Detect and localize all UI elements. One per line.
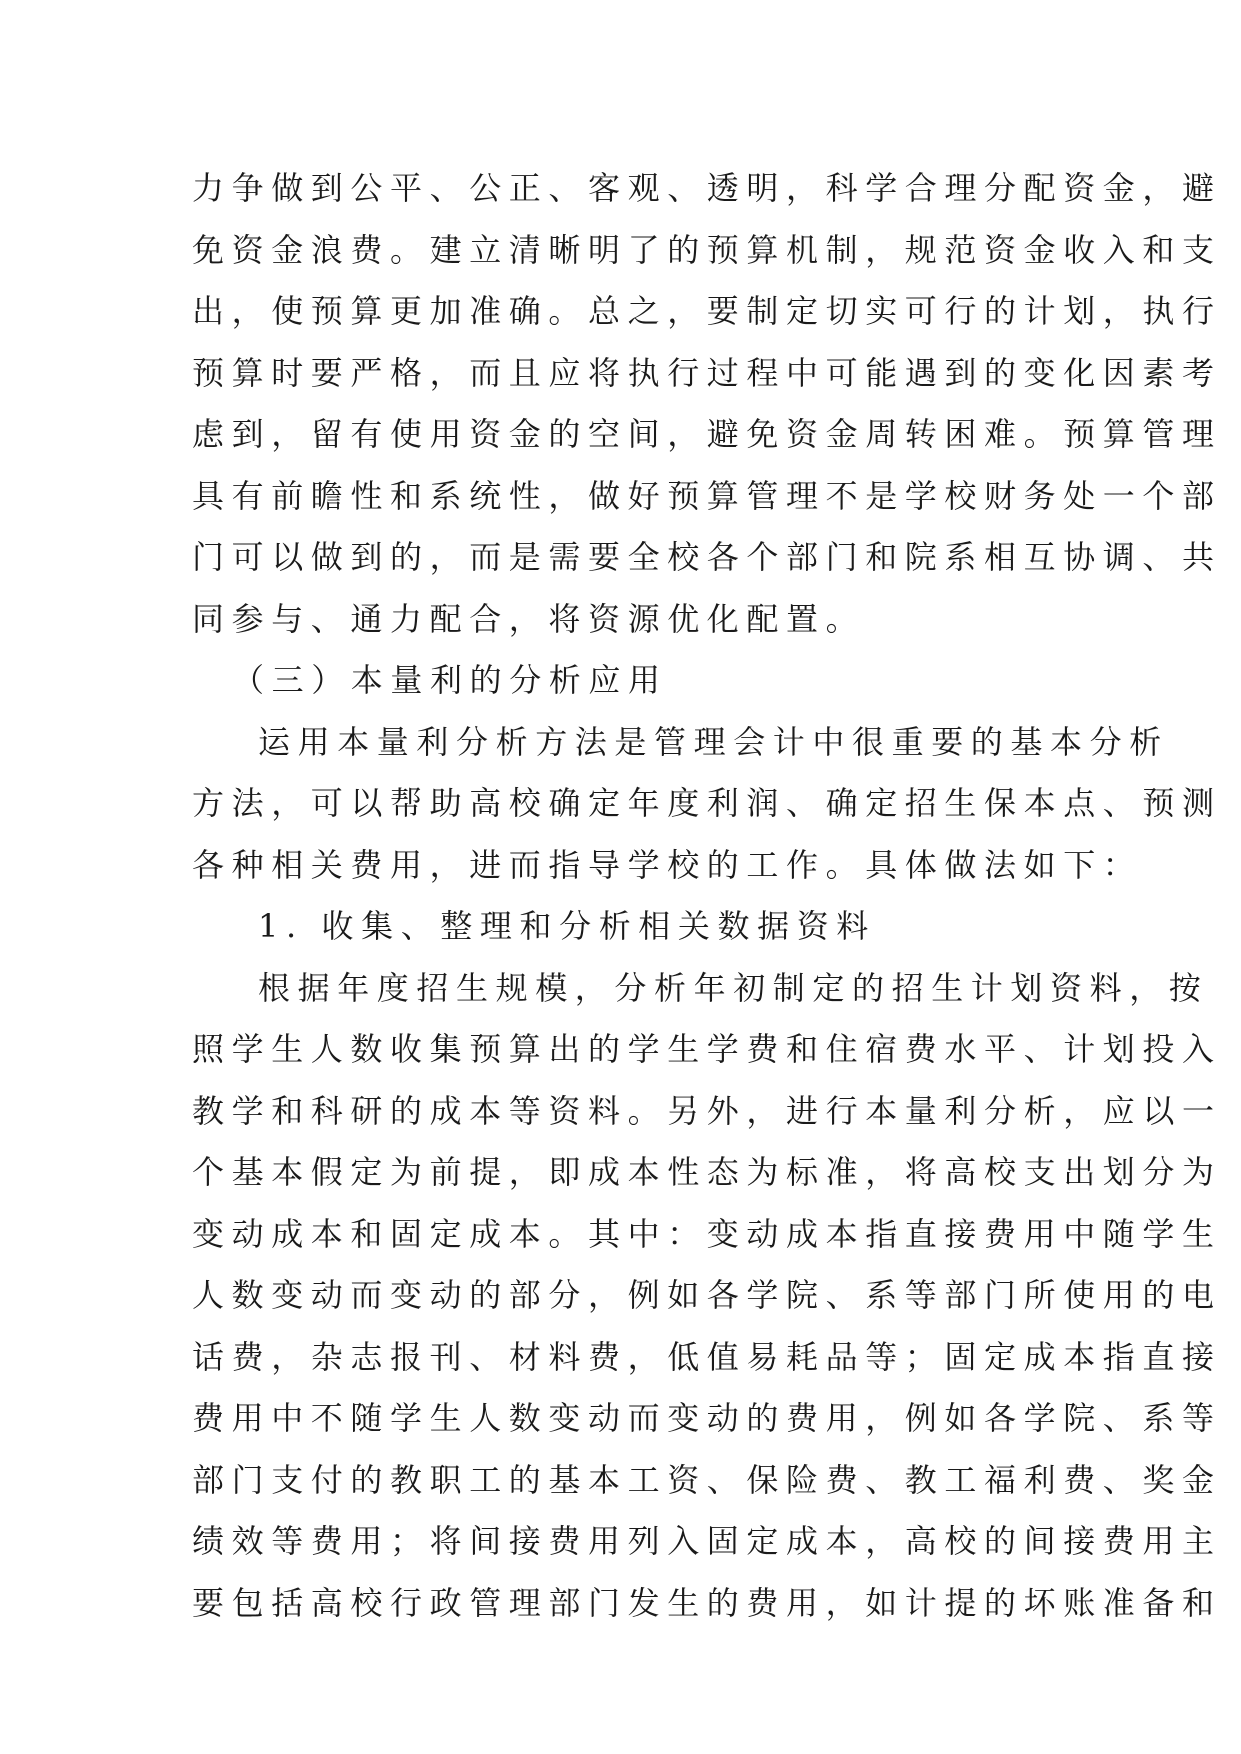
paragraph-start-line: 根据年度招生规模，分析年初制定的招生计划资料，按 — [258, 968, 1209, 1007]
text-line: 各种相关费用，进而指导学校的工作。具体做法如下： — [192, 845, 1143, 884]
body-text — [192, 158, 1222, 1634]
text-line: 具有前瞻性和系统性，做好预算管理不是学校财务处一个部 — [192, 476, 1222, 515]
text-line: 绩效等费用；将间接费用列入固定成本，高校的间接费用主 — [192, 1522, 1222, 1560]
paragraph-start-line: 运用本量利分析方法是管理会计中很重要的基本分析 — [258, 722, 1169, 761]
text-line: 费用中不随学生人数变动而变动的费用，例如各学院、系等 — [192, 1399, 1222, 1437]
text-line: 要包括高校行政管理部门发生的费用，如计提的坏账准备和 — [192, 1583, 1222, 1622]
text-line: 变动成本和固定成本。其中：变动成本指直接费用中随学生 — [192, 1214, 1222, 1253]
text-line: 人数变动而变动的部分，例如各学院、系等部门所使用的电 — [192, 1276, 1222, 1314]
subsection-heading: 1. 收集、整理和分析相关数据资料 — [258, 907, 876, 945]
text-line: 门可以做到的，而是需要全校各个部门和院系相互协调、共 — [192, 538, 1222, 576]
text-line: 免资金浪费。建立清晰明了的预算机制，规范资金收入和支 — [192, 230, 1222, 269]
text-line: 方法，可以帮助高校确定年度利润、确定招生保本点、预测 — [192, 784, 1222, 822]
text-line: 出，使预算更加准确。总之，要制定切实可行的计划，执行 — [192, 292, 1222, 330]
text-line: 话费，杂志报刊、材料费，低值易耗品等；固定成本指直接 — [192, 1337, 1222, 1376]
text-line: 虑到，留有使用资金的空间，避免资金周转困难。预算管理 — [192, 415, 1222, 453]
text-line: 同参与、通力配合，将资源优化配置。 — [192, 599, 866, 638]
text-line: 个基本假定为前提，即成本性态为标准，将高校支出划分为 — [192, 1153, 1222, 1191]
text-line: 照学生人数收集预算出的学生学费和住宿费水平、计划投入 — [192, 1030, 1222, 1068]
text-line: 部门支付的教职工的基本工资、保险费、教工福利费、奖金 — [192, 1460, 1222, 1499]
section-heading: （三）本量利的分析应用 — [232, 661, 668, 699]
text-line: 预算时要严格，而且应将执行过程中可能遇到的变化因素考 — [192, 353, 1222, 392]
text-line: 力争做到公平、公正、客观、透明，科学合理分配资金，避 — [192, 169, 1222, 207]
text-line: 教学和科研的成本等资料。另外，进行本量利分析，应以一 — [192, 1091, 1222, 1130]
